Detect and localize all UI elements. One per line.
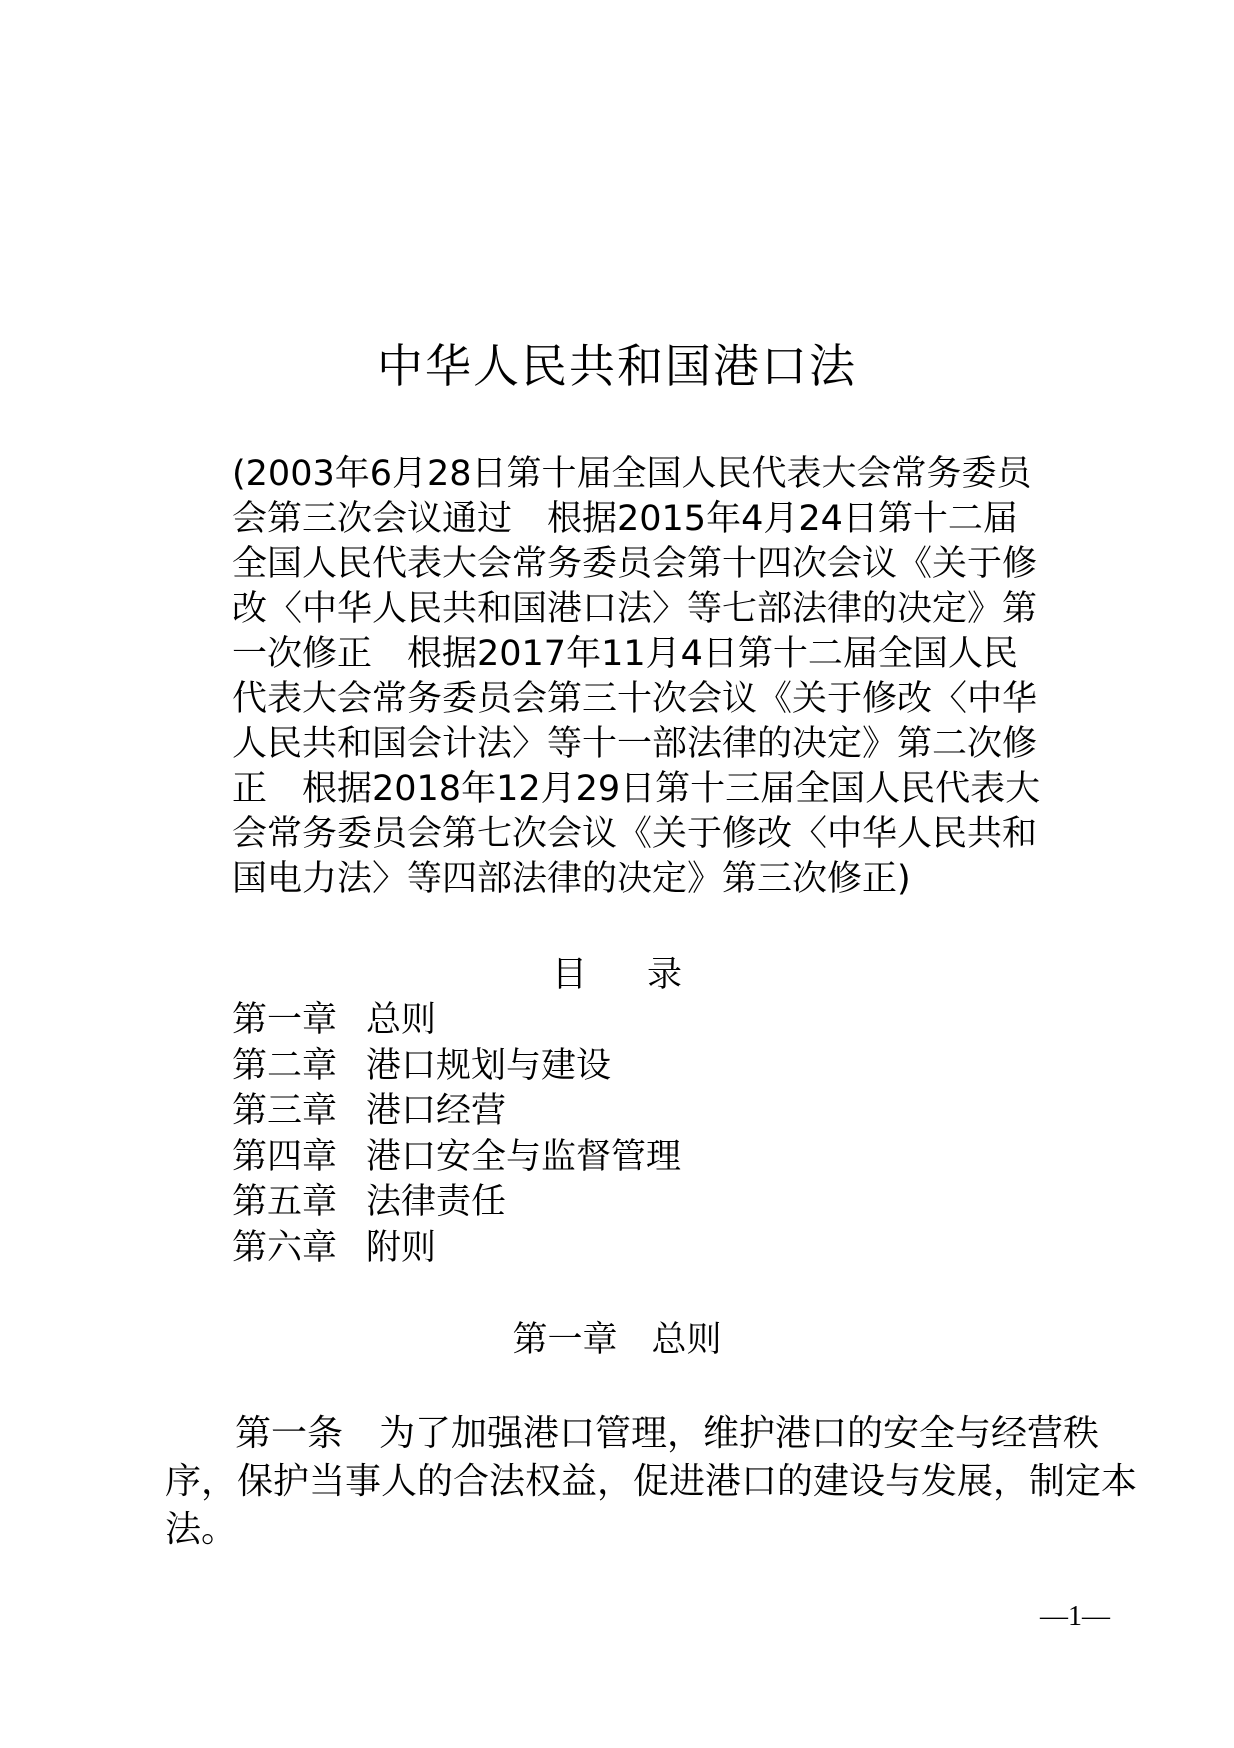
toc-chapter-title: 港口规划与建设 [366,1045,612,1086]
preface-line: 一次修正 根据2017年11月4日第十二届全国人民 [232,634,1018,674]
page-number: —1— [1040,1601,1110,1632]
article-label: 第一条 [235,1413,344,1454]
preface-line: 会常务委员会第七次会议《关于修改〈中华人民共和 [232,814,1038,854]
article-text: 为了加强港口管理，维护港口的安全与经营秩 [379,1413,1100,1454]
preface-line: 会第三次会议通过 根据2015年4月24日第十二届 [232,499,1018,539]
article-body [165,1410,1138,1554]
toc-heading-text: 目录 [551,955,742,995]
toc-chapter-title: 附则 [366,1227,437,1268]
article-line [165,1410,1100,1458]
toc-entry [232,1089,1032,1135]
chapter-title: 总则 [651,1320,722,1360]
toc-chapter-number: 第三章 [232,1091,338,1131]
toc-entry [232,1226,1032,1272]
toc-entry [232,1135,1032,1181]
article-line: 法。 [165,1509,238,1550]
preface-line: 人民共和国会计法〉等十一部法律的决定》第二次修 [232,724,1038,764]
toc-chapter-number: 第六章 [232,1227,338,1268]
toc-entry [232,1180,1032,1226]
preface-line: 改〈中华人民共和国港口法〉等七部法律的决定》第 [232,589,1038,629]
document-title: 中华人民共和国港口法 [377,339,857,393]
preface-line: 代表大会常务委员会第三十次会议《关于修改〈中华 [232,679,1038,719]
preface-line: 全国人民代表大会常务委员会第十四次会议《关于修 [232,544,1038,584]
toc-chapter-title: 总则 [366,1000,437,1040]
toc-chapter-number: 第四章 [232,1136,338,1177]
toc-chapter-title: 港口经营 [366,1091,507,1131]
toc-heading [0,953,1234,998]
toc-chapter-title: 法律责任 [366,1182,507,1222]
preface-note [232,452,1041,902]
toc-entry [232,1044,1032,1090]
toc-chapter-number: 第一章 [232,1000,338,1040]
toc-entry [232,998,1032,1044]
toc-chapter-title: 港口安全与监督管理 [366,1136,682,1177]
preface-line: 正 根据2018年12月29日第十三届全国人民代表大 [232,769,1041,809]
table-of-contents [232,998,1032,1271]
chapter-heading [0,1318,1234,1363]
chapter-number: 第一章 [512,1320,618,1360]
preface-line: (2003年6月28日第十届全国人民代表大会常务委员 [232,454,1032,494]
toc-chapter-number: 第五章 [232,1182,338,1222]
article-line: 序，保护当事人的合法权益，促进港口的建设与发展，制定本 [165,1461,1138,1502]
preface-line: 国电力法〉等四部法律的决定》第三次修正) [232,859,911,899]
toc-chapter-number: 第二章 [232,1045,338,1086]
